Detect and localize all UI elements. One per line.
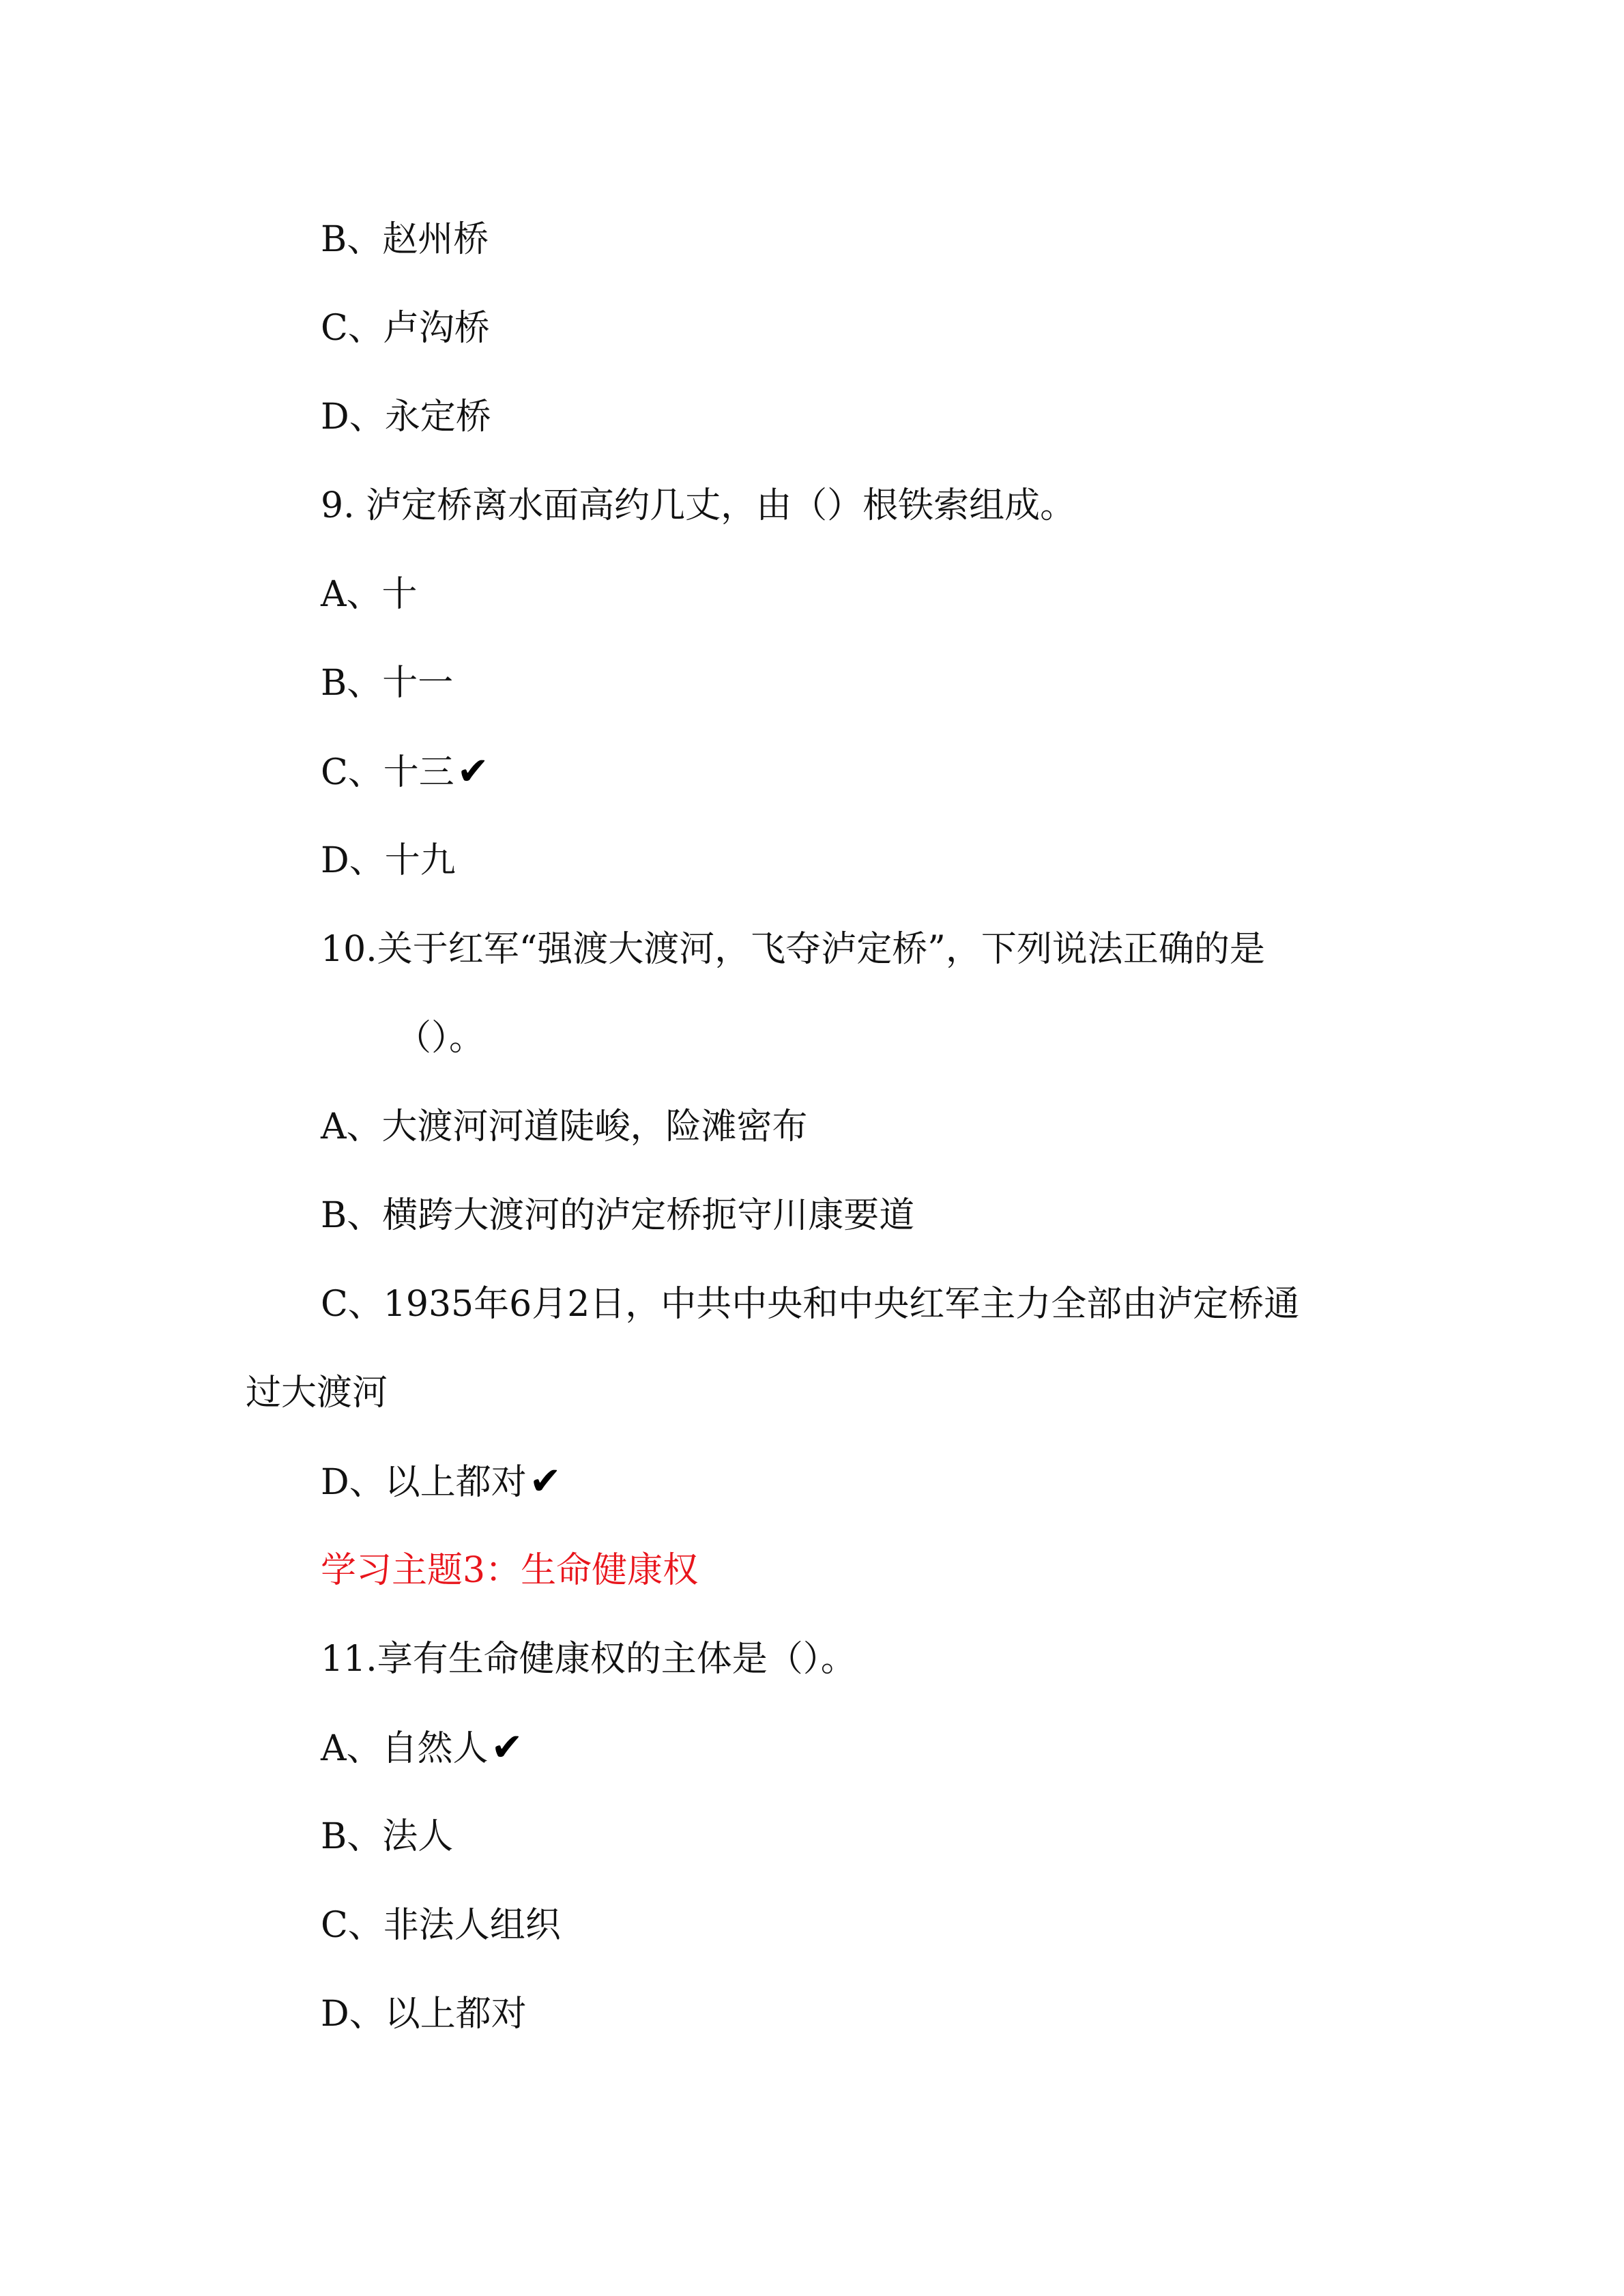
check-mark-icon: ✔ [491, 1725, 523, 1770]
option-c-q10: C、1935年6月2日，中共中央和中央红军主力全部由泸定桥通 [321, 1284, 1300, 1325]
check-mark-icon: ✔ [456, 749, 489, 794]
option-d-q11: D、以上都对 [321, 1994, 527, 2035]
question-10: 10.关于红军“强渡大渡河，飞夺泸定桥”，下列说法正确的是 [321, 929, 1265, 970]
option-c-q9: C、十三✔ [321, 748, 489, 797]
option-d-q8: D、永定桥 [321, 397, 491, 437]
option-b-q11: B、法人 [321, 1816, 454, 1857]
section-heading: 学习主题3：生命健康权 [321, 1550, 699, 1591]
check-mark-icon: ✔ [529, 1459, 562, 1504]
option-c-q8: C、卢沟桥 [321, 308, 490, 349]
option-d-q10: D、以上都对✔ [321, 1458, 562, 1506]
option-c-q11: C、非法人组织 [321, 1905, 561, 1946]
option-a-q9: A、十 [321, 574, 418, 615]
question-10-continued: （）。 [396, 1018, 485, 1059]
option-d-q9: D、十九 [321, 840, 456, 881]
option-b-q8: B、赵州桥 [321, 219, 489, 260]
option-c-q10-continued: 过大渡河 [246, 1373, 388, 1414]
question-9: 9. 泸定桥离水面高约几丈，由（）根铁索组成。 [321, 485, 1076, 526]
option-b-q9: B、十一 [321, 663, 454, 704]
question-11: 11.享有生命健康权的主体是（）。 [321, 1639, 856, 1680]
option-a-q11: A、自然人✔ [321, 1724, 523, 1773]
option-b-q10: B、横跨大渡河的泸定桥扼守川康要道 [321, 1195, 915, 1236]
option-a-q10: A、大渡河河道陡峻，险滩密布 [321, 1106, 808, 1147]
